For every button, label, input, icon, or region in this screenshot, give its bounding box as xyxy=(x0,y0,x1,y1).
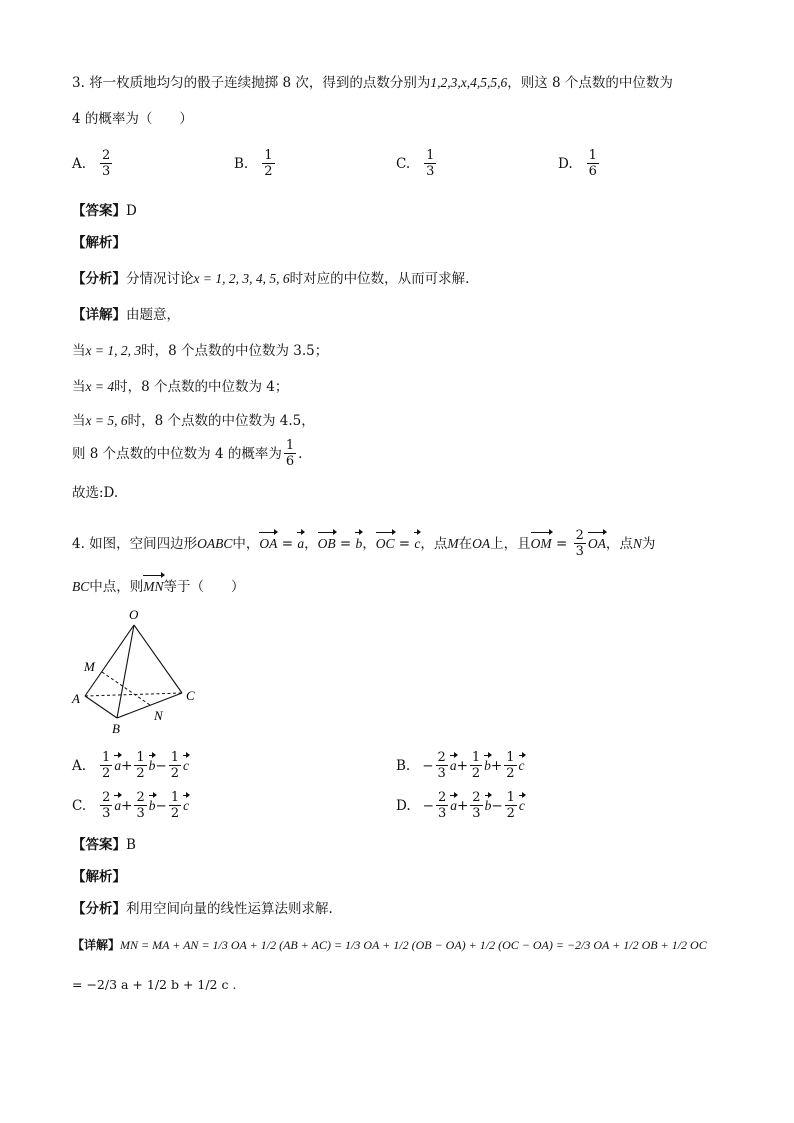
edge-oc xyxy=(134,625,182,693)
coefficient-fraction: $\frac{1}{2}$ xyxy=(506,750,515,781)
q3-conclusion: 则 8 个点数的中位数为 4 的概率为 $\frac{1}{6}$ . xyxy=(72,438,303,469)
edge-ab xyxy=(85,696,117,718)
vector-symbol: a xyxy=(114,797,122,813)
q3-fenxi: 【分析】分情况讨论x = 1, 2, 3, 4, 5, 6时对应的中位数，从而可求解. xyxy=(72,271,470,287)
label-m: M xyxy=(84,659,95,674)
coefficient-fraction: $\frac{1}{2}$ xyxy=(136,750,145,781)
coefficient-fraction: $\frac{2}{3}$ xyxy=(437,750,446,781)
segment-mn-dashed xyxy=(102,672,150,705)
q3-case2: 当x = 4时，8 个点数的中位数为 4； xyxy=(72,379,289,395)
vector-symbol: b xyxy=(148,797,156,813)
operator: − xyxy=(155,797,167,814)
coefficient-fraction: $\frac{2}{3}$ xyxy=(472,790,481,821)
coefficient-fraction: $\frac{2}{3}$ xyxy=(437,790,447,821)
q3-option-b: B. $\frac{1}{2}$ xyxy=(234,148,273,179)
vector-symbol: c xyxy=(183,757,190,773)
vector-symbol: a xyxy=(449,757,457,773)
q3-option-c: C. $\frac{1}{3}$ xyxy=(396,148,435,179)
q3-stem-line2: 4 的概率为（ ） xyxy=(72,111,193,127)
q3-analysis-label: 【解析】 xyxy=(72,235,126,251)
q4-stem-line1: 4. 如图，空间四边形 OABC 中， OA = a ， OB = b ， OC = c ，点 M 在 OA 上，且 OM = $\frac{2}{3}$ OA ，点 N 为 xyxy=(72,528,656,559)
label-n: N xyxy=(154,708,163,723)
q4-analysis-label: 【解析】 xyxy=(72,869,126,885)
q3-case1: 当x = 1, 2, 3时，8 个点数的中位数为 3.5； xyxy=(72,343,329,359)
q3-option-d: D. $\frac{1}{6}$ xyxy=(558,148,597,179)
q4-fenxi: 【分析】利用空间向量的线性运算法则求解. xyxy=(72,901,333,917)
q3-choice: 故选:D. xyxy=(72,485,119,501)
operator: + xyxy=(490,757,503,774)
q4-detail-eq1: 【详解】MN = MA + AN = 1/3 OA + 1/2 (AB + AC) = 1/3 OA + 1/2 (OB − OA) + 1/2 (OC − OA) = −2/3 OA + 1/2 OB + 1/2 OC xyxy=(72,938,707,952)
edge-bc xyxy=(117,693,182,718)
q4-option-a: A. $\frac{1}{2}$ a + $\frac{1}{2}$ b − $\frac{1}{2}$ c xyxy=(72,750,190,781)
label-c: C xyxy=(186,688,195,703)
q3-option-a: A. $\frac{2}{3}$ xyxy=(72,148,111,179)
vector-symbol: a xyxy=(114,757,122,773)
q4-option-c: C. $\frac{2}{3}$ a + $\frac{2}{3}$ b − $\frac{1}{2}$ c xyxy=(72,790,190,821)
vector-symbol: c xyxy=(518,797,525,813)
coefficient-fraction: $\frac{1}{2}$ xyxy=(102,750,111,781)
coefficient-fraction: $\frac{1}{2}$ xyxy=(170,790,180,821)
coefficient-fraction: $\frac{1}{2}$ xyxy=(170,750,180,781)
coefficient-fraction: $\frac{2}{3}$ xyxy=(136,790,145,821)
operator: − xyxy=(155,757,167,774)
vector-symbol: b xyxy=(484,797,492,813)
vector-symbol: b xyxy=(148,757,156,773)
q3-answer: 【答案】D xyxy=(72,203,137,219)
operator: − xyxy=(422,797,434,814)
q4-stem-line2: BC中点，则MN等于（ ） xyxy=(72,579,245,595)
operator: + xyxy=(121,757,133,774)
q4-option-b: B. − $\frac{2}{3}$ a + $\frac{1}{2}$ b + $\frac{1}{2}$ c xyxy=(396,750,525,781)
vector-symbol: a xyxy=(450,797,457,813)
edge-ob xyxy=(117,625,134,718)
operator: + xyxy=(121,797,133,814)
coefficient-fraction: $\frac{1}{2}$ xyxy=(506,790,515,821)
operator: + xyxy=(456,797,469,814)
q4-answer: 【答案】B xyxy=(72,837,136,853)
q3-stem-line1: 3. 将一枚质地均匀的骰子连续抛掷 8 次，得到的点数分别为1,2,3,x,4,5,5,6，则这 8 个点数的中位数为 xyxy=(72,75,673,91)
q3-case3: 当x = 5, 6时，8 个点数的中位数为 4.5， xyxy=(72,413,315,429)
coefficient-fraction: $\frac{1}{2}$ xyxy=(471,750,481,781)
operator: − xyxy=(422,757,434,774)
vector-symbol: c xyxy=(518,757,525,773)
tetrahedron-figure xyxy=(68,604,208,736)
q3-detail: 【详解】由题意， xyxy=(72,307,180,323)
q4-detail-eq2: = −2/3 a + 1/2 b + 1/2 c . xyxy=(72,977,237,992)
vector-symbol: b xyxy=(484,757,491,773)
operator: + xyxy=(456,757,468,774)
edge-ac-dashed xyxy=(85,693,182,696)
label-a: A xyxy=(72,691,80,706)
coefficient-fraction: $\frac{2}{3}$ xyxy=(102,790,111,821)
label-o: O xyxy=(129,607,139,622)
label-b: B xyxy=(112,721,120,736)
vector-symbol: c xyxy=(183,797,190,813)
operator: − xyxy=(491,797,503,814)
q4-option-d: D. − $\frac{2}{3}$ a + $\frac{2}{3}$ b − $\frac{1}{2}$ c xyxy=(396,790,525,821)
